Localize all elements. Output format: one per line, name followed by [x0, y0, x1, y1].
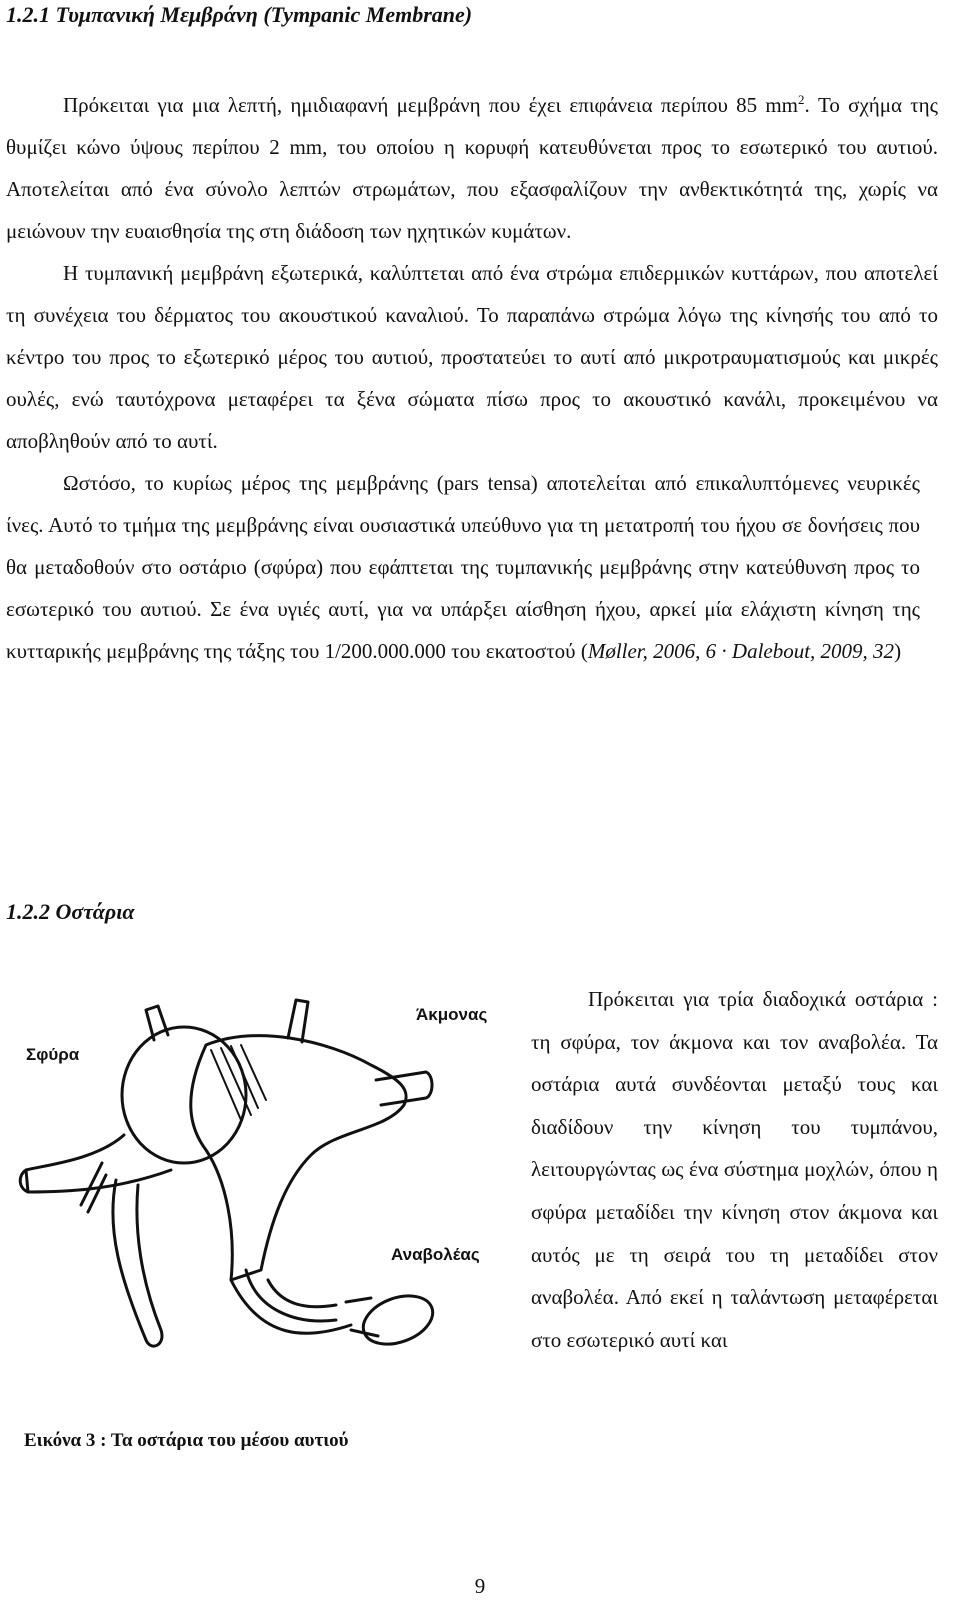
superscript-2: 2 [798, 92, 805, 107]
ossicles-side-text [531, 978, 938, 1361]
paragraph-2: Η τυμπανική μεμβράνη εξωτερικά, καλύπτεται από ένα στρώμα επιδερμικών κυττάρων, που αποτελεί τη συνέχεια του δέρματος του ακουστικού καναλιού. Το παραπάνω στρώμα λόγω της κίνησής του από το κέντρο του προς το εξωτερικό μέρος του αυτιού, προστατεύει το αυτί από μικροτραυματισμούς και μικρές ουλές, ενώ ταυτόχρονα μεταφέρει τα ξένα σώματα πίσω προς το ακουστικό κανάλι, προκειμένου να αποβληθούν από το αυτί. [6, 261, 938, 453]
ossicles-paragraph: Πρόκειται για τρία διαδοχικά οστάρια : τη σφύρα, τον άκμονα και τον αναβολέα. Τα οστάρια αυτά συνδέονται μεταξύ τους και διαδίδουν την κίνηση του τυμπάνου, λειτουργώντας ως ένα σύστημα μοχλών, όπου η σφύρα μεταδίδει την κίνηση στον άκμονα και αυτός με τη σειρά του τη μεταδίδει στον αναβολέα. Από εκεί η ταλάντωση μεταφέρεται στο εσωτερικό αυτί και [531, 987, 938, 1352]
label-malleus: Σφύρα [26, 1045, 80, 1064]
label-stapes: Αναβολέας [391, 1245, 480, 1264]
section-body [6, 79, 938, 672]
paragraph-1-rest: . Το σχήμα της θυμίζει κώνο ύψους περίπου 2 mm, του οποίου η κορυφή κατευθύνεται προς το εσωτερικό του αυτιού. Αποτελείται από ένα σύνολο λεπτών στρωμάτων, που εξασφαλίζουν την ανθεκτικότητά της, χωρίς να μειώνουν την ευαισθησία της στη διάδοση των ηχητικών κυμάτων. [6, 93, 938, 243]
section-heading-ossicles: 1.2.2 Οστάρια [6, 899, 135, 924]
paragraph-1-text: Πρόκειται για μια λεπτή, ημιδιαφανή μεμβράνη που έχει επιφάνεια περίπου 85 mm [63, 93, 799, 117]
label-incus: Άκμονας [416, 1005, 488, 1024]
incus-body [191, 1036, 406, 1280]
malleus-handle [113, 1180, 162, 1346]
figure-caption: Εικόνα 3 : Τα οστάρια του μέσου αυτιού [24, 1430, 349, 1451]
page-number: 9 [474, 1574, 486, 1598]
paragraph-3 [6, 462, 920, 672]
ossicles-illustration [6, 980, 503, 1410]
incus-short-process [288, 1000, 308, 1042]
section-heading-tympanic-membrane: 1.2.1 Τυμπανική Μεμβράνη (Tympanic Membrane) [6, 2, 473, 27]
citation: Møller, 2006, 6 · Dalebout, 2009, 32 [587, 639, 895, 663]
malleus-neck [26, 1135, 171, 1192]
citation-close: ) [894, 639, 902, 663]
stapes-crus [246, 1270, 336, 1321]
malleus-head [122, 1027, 246, 1163]
paragraph-3-text: Ωστόσο, το κυρίως μέρος της μεμβράνης (pars tensa) αποτελείται από επικαλυπτόμενες νευρικές ίνες. Αυτό το τμήμα της μεμβράνης είναι ουσιαστικά υπεύθυνο για τη μετατροπή του ήχου σε δονήσεις που θα μεταδοθούν στο οστάριο (σφύρα) που εφάπτεται της τυμπανικής μεμβράνης στην κατεύθυνση προς το εσωτερικό του αυτιού. Σε ένα υγιές αυτί, για να υπάρξει αίσθηση ήχου, αρκεί μία ελάχιστη κίνηση της κυτταρικής μεμβράνης της τάξης του 1/200.000.000 του εκατοστού ( [6, 471, 920, 663]
ossicles-figure [6, 980, 503, 1410]
paragraph-1 [6, 79, 938, 252]
